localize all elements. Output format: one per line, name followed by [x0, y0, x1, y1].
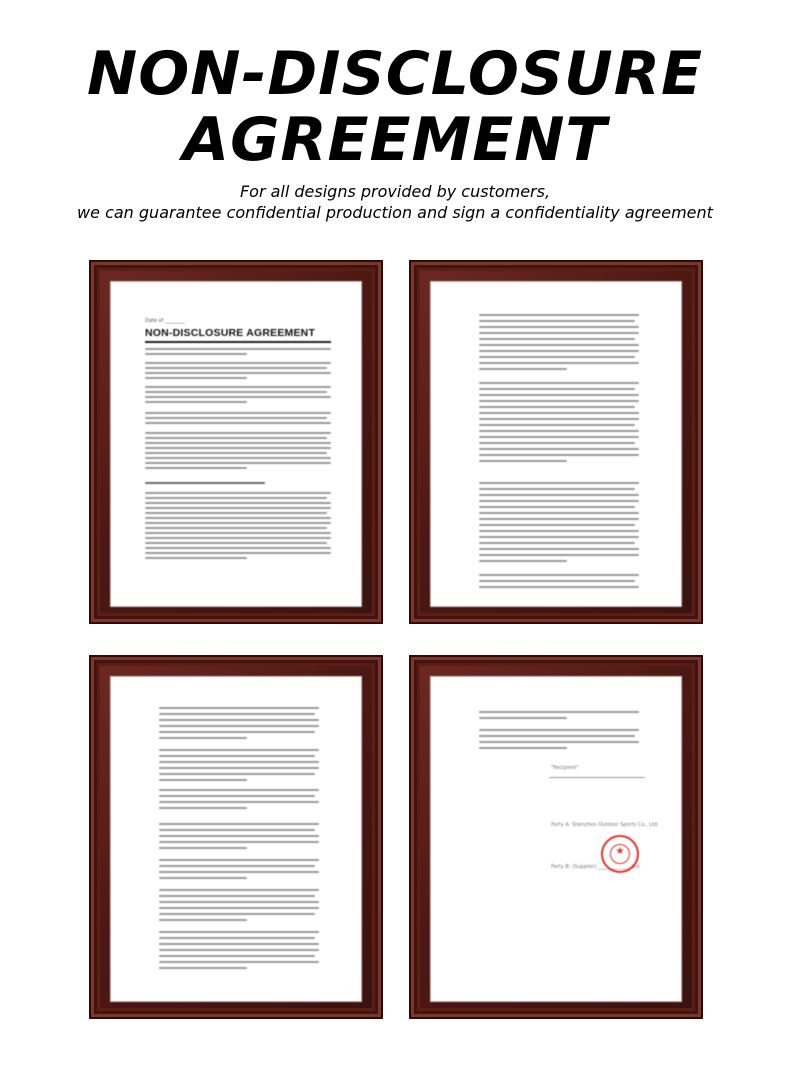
text-line	[159, 907, 319, 909]
document-frame-1	[89, 260, 383, 624]
text-line	[145, 391, 327, 393]
text-line	[479, 320, 635, 322]
text-line	[479, 735, 635, 737]
text-line	[145, 437, 327, 439]
text-line	[479, 729, 639, 731]
text-line	[145, 492, 331, 494]
text-line	[145, 442, 331, 444]
text-line	[159, 937, 315, 939]
text-line	[479, 506, 635, 508]
text-line	[479, 454, 639, 456]
document-heading: NON-DISCLOSURE AGREEMENT	[145, 327, 316, 339]
text-line	[479, 717, 567, 719]
text-line	[479, 747, 567, 749]
text-line	[159, 807, 247, 809]
text-line	[159, 829, 315, 831]
text-line	[145, 552, 331, 554]
text-line	[159, 773, 315, 775]
party-a-label: Party A: Shenzhen Outdoor Sports Co., Ltd.	[551, 822, 659, 828]
text-line	[479, 530, 639, 532]
text-line	[479, 580, 635, 582]
text-line	[479, 536, 639, 538]
text-line	[479, 368, 567, 370]
text-line	[159, 823, 319, 825]
text-line	[159, 931, 319, 933]
text-line	[145, 512, 327, 514]
text-line	[145, 348, 331, 350]
text-line	[479, 548, 639, 550]
text-line	[159, 919, 247, 921]
text-line	[479, 586, 639, 588]
text-line	[145, 547, 331, 549]
text-line	[479, 418, 639, 420]
text-line	[479, 488, 635, 490]
party-b-label: Party B: (Supplier) ____________, Ltd.	[551, 864, 641, 870]
document-frame-3	[89, 655, 383, 1019]
text-line	[145, 362, 331, 364]
text-line	[479, 560, 567, 562]
text-line	[479, 400, 639, 402]
text-line	[479, 356, 635, 358]
text-line	[159, 859, 319, 861]
text-line	[479, 524, 635, 526]
text-line	[145, 537, 331, 539]
text-line	[145, 557, 247, 559]
text-line	[145, 462, 331, 464]
text-line	[145, 353, 247, 355]
text-line	[159, 889, 319, 891]
text-line	[479, 460, 567, 462]
text-line	[479, 406, 635, 408]
text-line	[159, 967, 247, 969]
text-line	[145, 452, 327, 454]
text-line	[479, 436, 639, 438]
text-line	[479, 518, 639, 520]
text-line	[159, 865, 315, 867]
text-line	[479, 482, 639, 484]
text-line	[159, 761, 319, 763]
text-line	[479, 500, 639, 502]
text-line	[145, 497, 327, 499]
text-line	[145, 517, 331, 519]
heading-rule	[145, 341, 331, 343]
document-page-2	[431, 282, 681, 606]
text-line	[479, 382, 639, 384]
text-line	[159, 961, 319, 963]
text-line	[159, 767, 319, 769]
text-line	[479, 332, 639, 334]
text-line	[145, 457, 331, 459]
document-page-3	[111, 677, 361, 1001]
text-line	[159, 795, 315, 797]
text-line	[145, 527, 327, 529]
document-frame-2	[409, 260, 703, 624]
signature-line	[549, 777, 645, 778]
text-line	[145, 417, 327, 419]
text-line	[479, 338, 635, 340]
text-line	[479, 412, 639, 414]
text-line	[159, 737, 247, 739]
text-line	[145, 507, 331, 509]
text-line	[159, 801, 319, 803]
text-line	[159, 731, 315, 733]
text-line	[479, 394, 639, 396]
text-line	[145, 396, 331, 398]
text-line	[479, 344, 639, 346]
text-line	[159, 707, 319, 709]
text-line	[145, 502, 331, 504]
text-line	[479, 430, 639, 432]
text-line	[479, 350, 639, 352]
text-line	[145, 447, 331, 449]
company-seal-icon: ★	[601, 835, 639, 873]
text-line	[159, 841, 319, 843]
text-line	[159, 955, 315, 957]
text-line	[159, 871, 319, 873]
text-line	[479, 741, 639, 743]
document-frame-4	[409, 655, 703, 1019]
text-line	[159, 725, 319, 727]
text-line	[145, 467, 247, 469]
text-line	[479, 711, 639, 713]
text-line	[145, 367, 327, 369]
document-date-label: Date of ________	[145, 318, 185, 324]
text-line	[479, 326, 639, 328]
text-line	[145, 422, 331, 424]
text-line	[479, 424, 635, 426]
text-line	[159, 877, 247, 879]
text-line	[479, 388, 635, 390]
text-line	[145, 401, 247, 403]
text-line	[479, 512, 639, 514]
text-line	[159, 895, 315, 897]
text-line	[159, 713, 315, 715]
text-line	[145, 522, 331, 524]
text-line	[145, 432, 331, 434]
text-line	[479, 554, 639, 556]
text-line	[159, 847, 247, 849]
page-title-line1: NON-DISCLOSURE	[87, 39, 703, 109]
text-line	[479, 574, 639, 576]
text-line	[159, 755, 315, 757]
page-title-line2: AGREEMENT	[182, 105, 608, 175]
text-line	[479, 494, 639, 496]
text-line	[145, 542, 327, 544]
text-line	[145, 372, 331, 374]
text-line	[159, 779, 247, 781]
text-line	[159, 835, 319, 837]
text-line	[159, 913, 315, 915]
document-page-1	[111, 282, 361, 606]
text-line	[479, 314, 639, 316]
text-line	[145, 377, 247, 379]
text-line	[159, 789, 319, 791]
text-line	[159, 719, 319, 721]
text-line	[145, 386, 331, 388]
text-line	[145, 532, 331, 534]
recipient-label: "Recipient"	[551, 765, 579, 771]
text-line	[159, 749, 319, 751]
subtitle-line1: For all designs provided by customers,	[239, 182, 551, 201]
subtitle-line2: we can guarantee confidential production and sign a confidentiality agreement	[77, 203, 713, 222]
text-line	[479, 362, 639, 364]
text-line	[479, 542, 635, 544]
text-line	[479, 442, 635, 444]
text-line	[145, 482, 265, 484]
text-line	[479, 448, 639, 450]
text-line	[145, 412, 331, 414]
document-page-4	[431, 677, 681, 1001]
text-line	[159, 901, 319, 903]
text-line	[159, 949, 319, 951]
text-line	[159, 943, 319, 945]
